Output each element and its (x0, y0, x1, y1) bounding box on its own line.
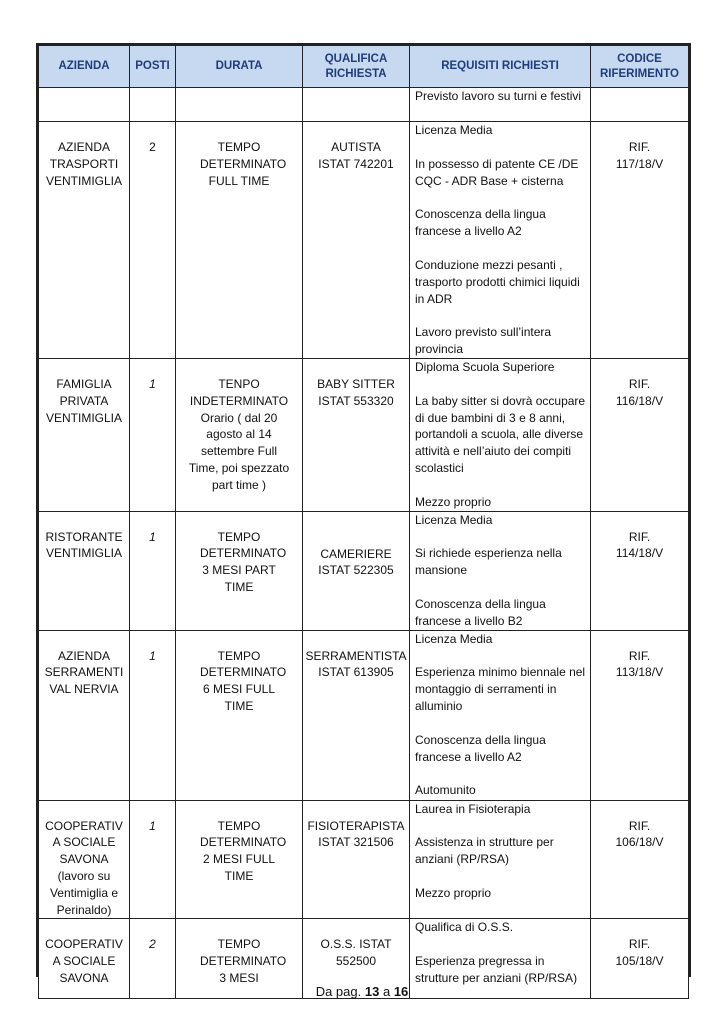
cell-qualifica: BABY SITTER ISTAT 553320 (303, 358, 410, 511)
table-header-row (39, 46, 689, 88)
requisito-text: Assistenza in strutture per anziani (RP/RSA) (415, 835, 554, 867)
requisito-text: Conoscenza della lingua francese a livello A2 (415, 732, 546, 764)
cell-posti (130, 88, 176, 122)
job-table-frame (36, 43, 691, 985)
cell-posti: 1 (130, 511, 176, 630)
cell-posti: 2 (130, 122, 176, 359)
cell-qualifica: O.S.S. ISTAT 552500 (303, 919, 410, 999)
table-row (39, 88, 689, 122)
header-azienda: AZIENDA (39, 46, 130, 88)
requisito-text: Si richiede esperienza nella mansione (415, 546, 562, 578)
cell-durata: TEMPO DETERMINATO FULL TIME (176, 122, 303, 359)
cell-azienda: AZIENDA SERRAMENTI VAL NERVIA (39, 630, 130, 800)
table-row (39, 800, 689, 919)
header-posti: POSTI (130, 46, 176, 88)
cell-durata: TEMPO DETERMINATO 2 MESI FULL TIME (176, 800, 303, 919)
cell-qualifica: AUTISTA ISTAT 742201 (303, 122, 410, 359)
cell-azienda: AZIENDA TRASPORTI VENTIMIGLIA (39, 122, 130, 359)
requisito-text: Esperienza pregressa in strutture per anziani (RP/RSA) (415, 954, 578, 985)
cell-durata (176, 88, 303, 122)
cell-durata: TEMPO DETERMINATO 3 MESI (176, 919, 303, 999)
requisito-text: Lavoro previsto sull’intera provincia (415, 325, 552, 357)
cell-codice: RIF. 117/18/V (591, 122, 689, 359)
cell-codice (591, 88, 689, 122)
requisito-text: Esperienza minimo biennale nel montaggio di serramenti in alluminio (415, 665, 586, 713)
cell-requisiti (410, 630, 591, 800)
requisito-text: Conduzione mezzi pesanti , trasporto prodotti chimici liquidi in ADR (415, 257, 580, 306)
cell-codice: RIF. 114/18/V (591, 511, 689, 630)
cell-qualifica (303, 88, 410, 122)
cell-azienda (39, 88, 130, 122)
cell-codice: RIF. 105/18/V (591, 919, 689, 999)
cell-azienda: RISTORANTE VENTIMIGLIA (39, 511, 130, 630)
requisito-text: Licenza Media (415, 512, 493, 527)
requisito-text: Conoscenza della lingua francese a livello A2 (415, 207, 546, 239)
table-row (39, 122, 689, 359)
cell-azienda: COOPERATIV A SOCIALE SAVONA (lavoro su Ventimiglia e Perinaldo) (39, 800, 130, 919)
cell-posti: 2 (130, 919, 176, 999)
requisito-text: Conoscenza della lingua francese a livello B2 (415, 596, 546, 628)
cell-durata: TENPO INDETERMINATO Orario ( dal 20 agosto al 14 settembre Full Time, poi spezzato part time ) (176, 358, 303, 511)
header-requisiti: REQUISITI RICHIESTI (410, 46, 591, 88)
cell-codice: RIF. 116/18/V (591, 358, 689, 511)
cell-azienda: FAMIGLIA PRIVATA VENTIMIGLIA (39, 358, 130, 511)
cell-requisiti (410, 122, 591, 359)
job-offers-table (38, 45, 689, 999)
requisito-text: Previsto lavoro su turni e festivi (415, 89, 582, 103)
cell-posti: 1 (130, 358, 176, 511)
cell-requisiti (410, 800, 591, 919)
cell-azienda: COOPERATIV A SOCIALE SAVONA (39, 919, 130, 999)
header-codice: CODICE RIFERIMENTO (591, 46, 689, 88)
footer-total-pages: 16 (393, 984, 409, 999)
requisito-text: Licenza Media (415, 123, 493, 137)
footer-separator: a (382, 984, 391, 999)
cell-requisiti (410, 511, 591, 630)
cell-codice: RIF. 113/18/V (591, 630, 689, 800)
cell-posti: 1 (130, 800, 176, 919)
cell-requisiti (410, 88, 591, 122)
table-row (39, 358, 689, 511)
cell-posti: 1 (130, 630, 176, 800)
requisito-text: Laurea in Fisioterapia (415, 801, 531, 816)
table-row (39, 511, 689, 630)
requisito-text: La baby sitter si dovrà occupare di due bambini di 3 e 8 anni, portandoli a scuola, alle diverse attività e nell’aiuto dei compiti scolastici (415, 393, 586, 475)
cell-durata: TEMPO DETERMINATO 6 MESI FULL TIME (176, 630, 303, 800)
cell-durata: TEMPO DETERMINATO 3 MESI PART TIME (176, 511, 303, 630)
requisito-text: Automunito (415, 783, 476, 798)
cell-codice: RIF. 106/18/V (591, 800, 689, 919)
cell-qualifica: SERRAMENTISTA ISTAT 613905 (303, 630, 410, 800)
requisito-text: Mezzo proprio (415, 494, 492, 509)
requisito-text: Qualifica di O.S.S. (415, 920, 514, 935)
cell-qualifica: CAMERIERE ISTAT 522305 (303, 511, 410, 630)
requisito-text: Diploma Scuola Superiore (415, 359, 555, 374)
page-footer (0, 984, 724, 999)
footer-prefix: Da pag. (315, 984, 362, 999)
header-durata: DURATA (176, 46, 303, 88)
cell-qualifica: FISIOTERAPISTA ISTAT 321506 (303, 800, 410, 919)
table-row (39, 630, 689, 800)
cell-requisiti (410, 358, 591, 511)
requisito-text: Licenza Media (415, 631, 493, 646)
header-qualifica: QUALIFICA RICHIESTA (303, 46, 410, 88)
requisito-text: Mezzo proprio (415, 885, 492, 900)
footer-page-number: 13 (364, 984, 380, 999)
requisito-text: In possesso di patente CE /DE CQC - ADR Base + cisterna (415, 156, 579, 188)
